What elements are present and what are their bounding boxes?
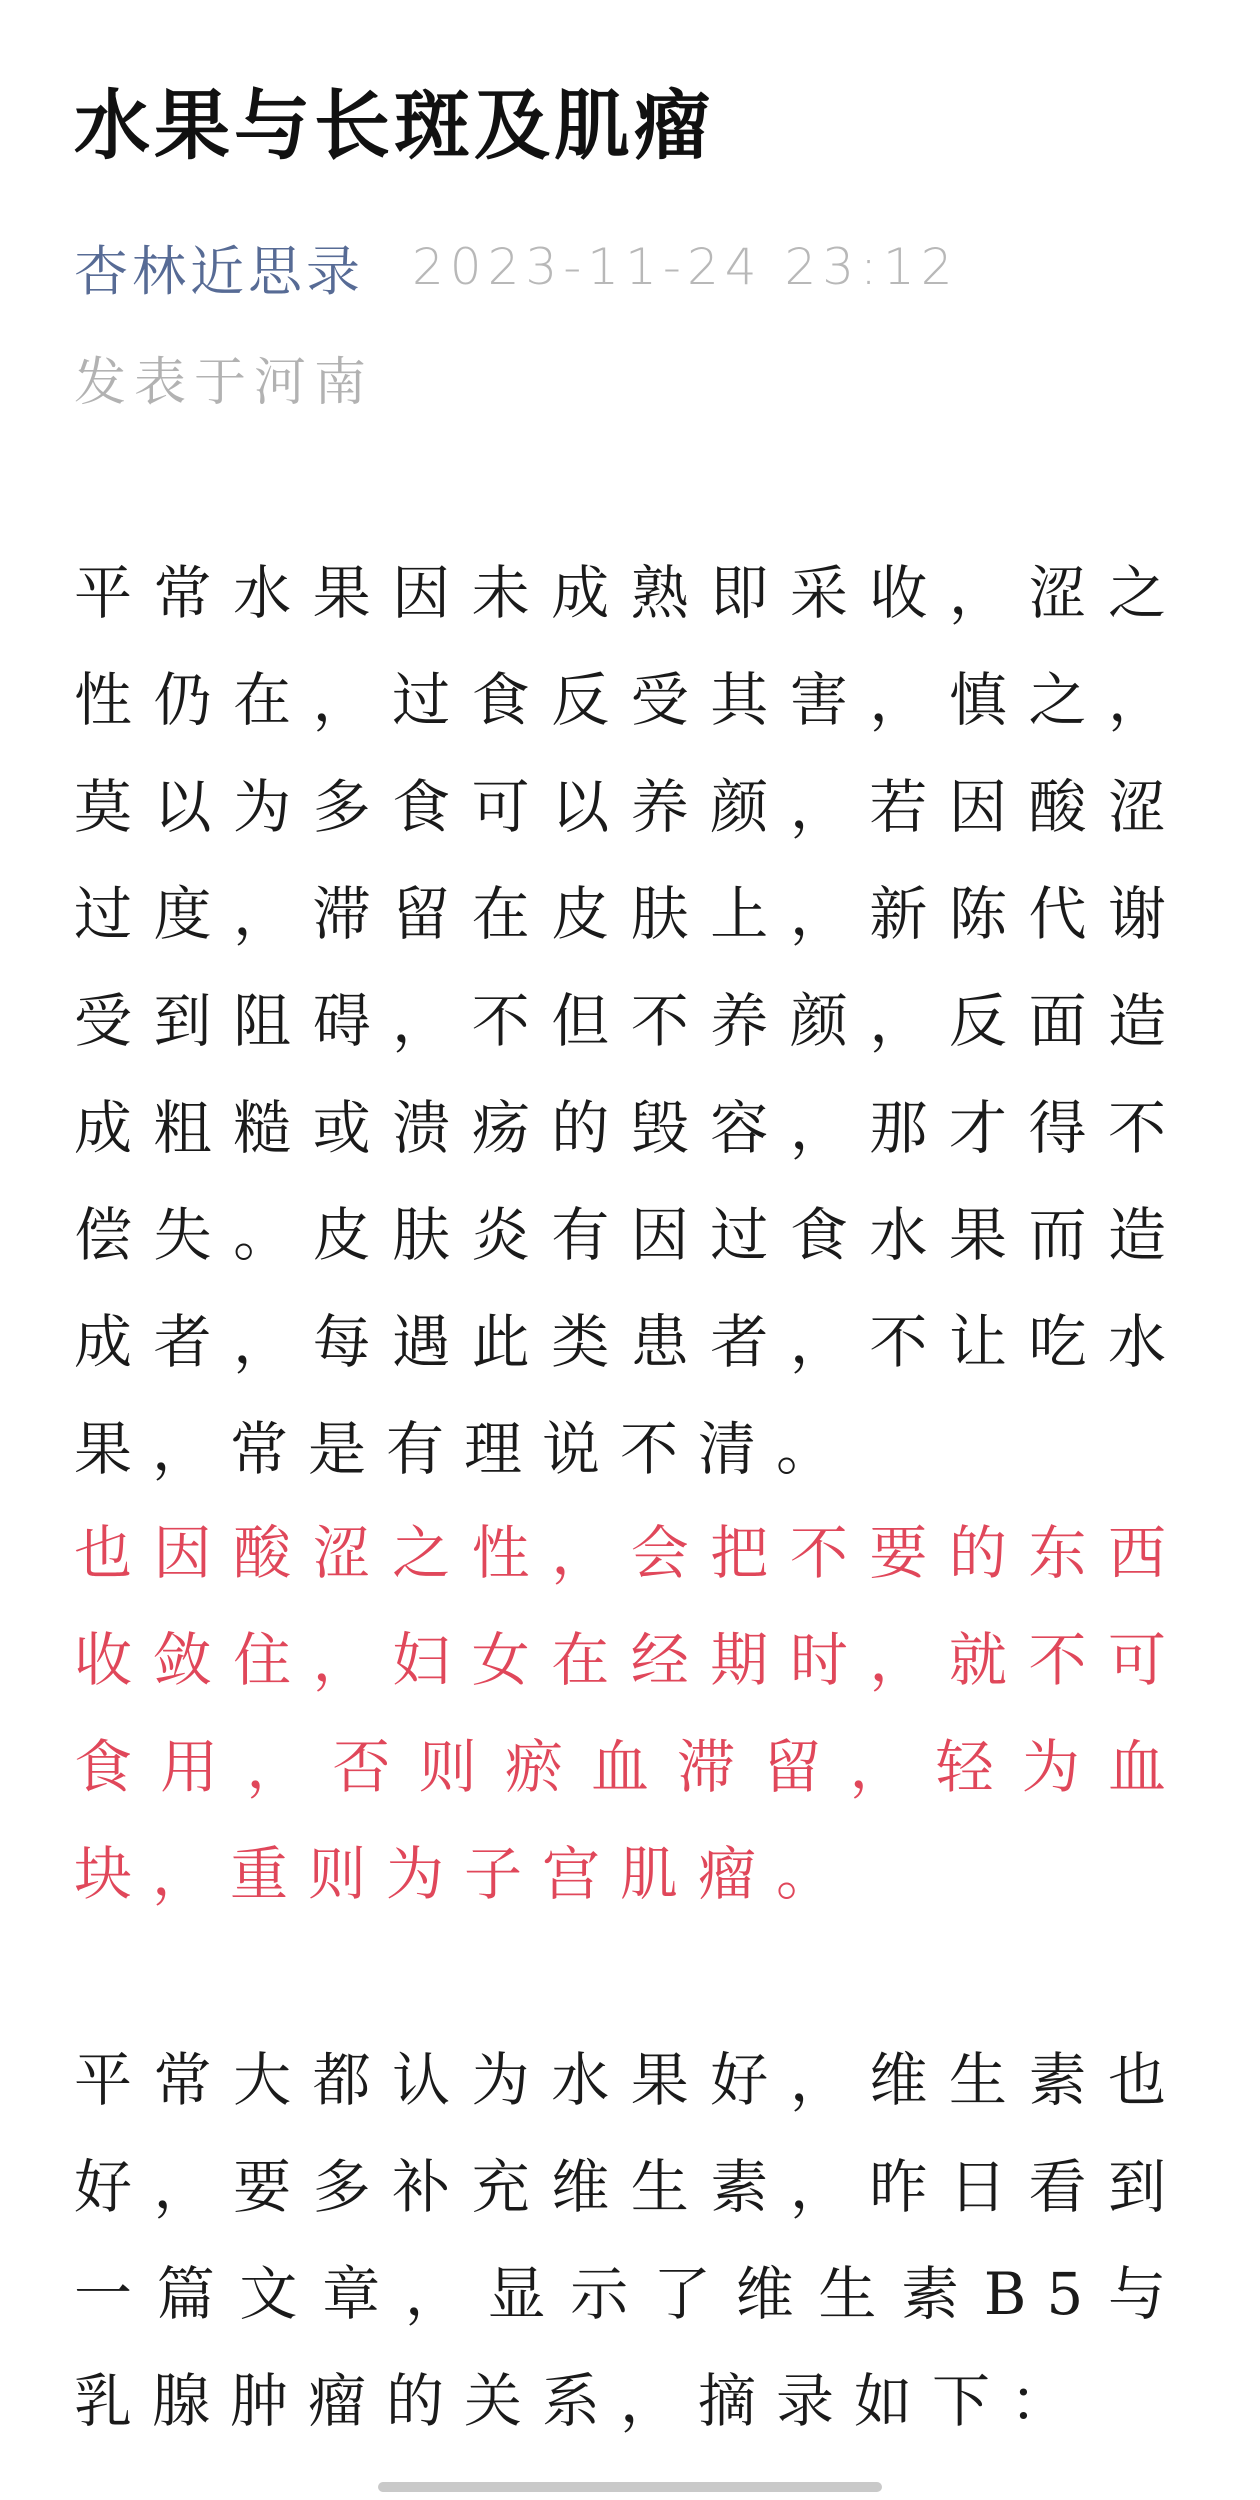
paragraph: 平常水果因未成熟即采收，涩之性仍在，过食反受其害，慎之，莫以为多食可以养颜，若因酸涩过度，滞留在皮肤上，新陈代谢受到阻碍，不但不养颜，反面造成粗糙或溃疡的毁容，那才得不偿失。皮肤炎有因过食水果而造成者，每遇此类患者，不让吃水果，常是有理说不清。 [74, 559, 1186, 1483]
highlighted-paragraph: 也因酸涩之性，会把不要的东西收敛住，妇女在经期时，就不可食用，否则瘀血滞留，轻为血块，重则为子宫肌瘤。 [74, 1519, 1186, 1908]
home-indicator[interactable] [378, 2482, 882, 2492]
publish-time: 2023-11-24 23:12 [412, 238, 959, 296]
paragraph: 平常大都认为水果好，维生素也好，要多补充维生素，昨日看到一篇文章，显示了维生素B5与乳腺肿瘤的关系，摘录如下： [74, 2046, 1186, 2435]
article-title: 水果与长斑及肌瘤 [74, 81, 714, 170]
author-link[interactable]: 杏林近思录 [74, 239, 364, 303]
article-meta [74, 232, 959, 302]
publish-location: 发表于河南 [74, 353, 375, 413]
